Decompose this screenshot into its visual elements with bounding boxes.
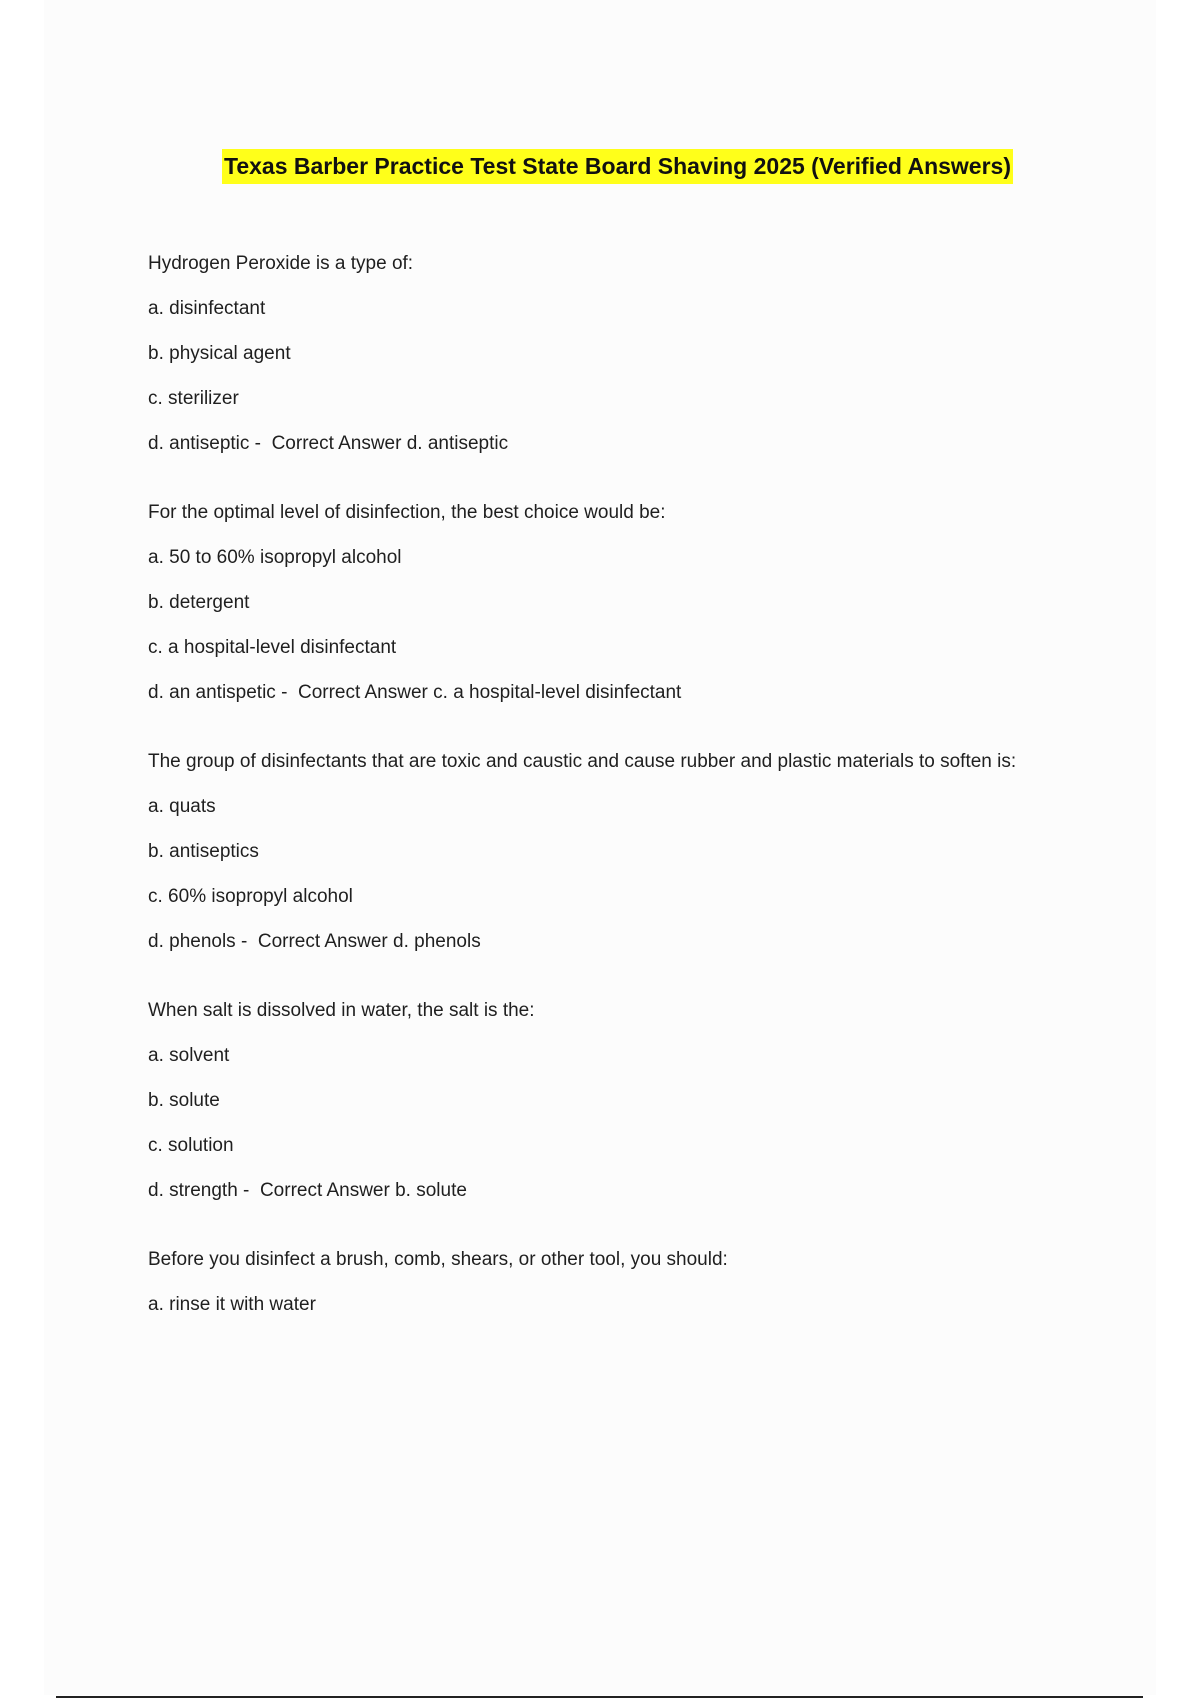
question-block	[148, 501, 1148, 705]
option-text: b. solute	[148, 1090, 220, 1111]
answer-separator: -	[235, 931, 258, 952]
answer-option	[148, 1134, 1148, 1158]
option-text: c. 60% isopropyl alcohol	[148, 886, 353, 907]
answer-option	[148, 1179, 1148, 1203]
document-title: Texas Barber Practice Test State Board Shaving 2025 (Verified Answers)	[222, 149, 1013, 184]
answer-option	[148, 885, 1148, 909]
option-text: c. solution	[148, 1135, 234, 1156]
correct-answer-value: b. solute	[395, 1180, 467, 1201]
answer-option	[148, 297, 1148, 321]
option-text: b. antiseptics	[148, 841, 259, 862]
question-block	[148, 1248, 1148, 1317]
answer-separator: -	[275, 682, 298, 703]
correct-answer-label: Correct Answer	[271, 433, 402, 454]
answer-option	[148, 342, 1148, 366]
answer-option	[148, 681, 1148, 705]
answer-option	[148, 1089, 1148, 1113]
answer-option	[148, 840, 1148, 864]
question-block	[148, 750, 1148, 954]
option-text: a. rinse it with water	[148, 1294, 316, 1315]
correct-answer-label: Correct Answer	[297, 682, 428, 703]
answer-option	[148, 930, 1148, 954]
answer-option	[148, 387, 1148, 411]
option-text: a. solvent	[148, 1045, 230, 1066]
question-prompt: When salt is dissolved in water, the salt is the:	[148, 1000, 535, 1021]
correct-answer-value: c. a hospital-level disinfectant	[433, 682, 682, 703]
answer-option	[148, 636, 1148, 660]
answer-separator: -	[249, 433, 272, 454]
correct-answer-label: Correct Answer	[257, 931, 388, 952]
answer-option	[148, 1044, 1148, 1068]
question-list	[148, 252, 1148, 1362]
option-text: d. phenols	[148, 931, 236, 952]
answer-option	[148, 795, 1148, 819]
option-text: c. a hospital-level disinfectant	[148, 637, 397, 658]
correct-answer-value: d. antiseptic	[406, 433, 509, 454]
option-text: c. sterilizer	[148, 388, 239, 409]
question-prompt: The group of disinfectants that are toxic and caustic and cause rubber and plastic materials to soften is:	[148, 751, 1017, 772]
question-block	[148, 252, 1148, 456]
page-bottom-rule	[56, 1696, 1143, 1698]
option-text: a. disinfectant	[148, 298, 266, 319]
question-prompt: Hydrogen Peroxide is a type of:	[148, 253, 414, 274]
option-text: b. physical agent	[148, 343, 291, 364]
answer-option	[148, 546, 1148, 570]
correct-answer-label: Correct Answer	[259, 1180, 390, 1201]
question-prompt: Before you disinfect a brush, comb, shears, or other tool, you should:	[148, 1249, 728, 1270]
option-text: a. quats	[148, 796, 216, 817]
answer-option	[148, 432, 1148, 456]
question-block	[148, 999, 1148, 1203]
title-container	[0, 149, 1200, 184]
option-text: a. 50 to 60% isopropyl alcohol	[148, 547, 402, 568]
option-text: d. strength	[148, 1180, 238, 1201]
answer-option	[148, 591, 1148, 615]
option-text: d. antiseptic	[148, 433, 250, 454]
option-text: d. an antispetic	[148, 682, 276, 703]
answer-separator: -	[237, 1180, 260, 1201]
option-text: b. detergent	[148, 592, 250, 613]
correct-answer-value: d. phenols	[393, 931, 481, 952]
question-prompt: For the optimal level of disinfection, the best choice would be:	[148, 502, 666, 523]
answer-option	[148, 1293, 1148, 1317]
